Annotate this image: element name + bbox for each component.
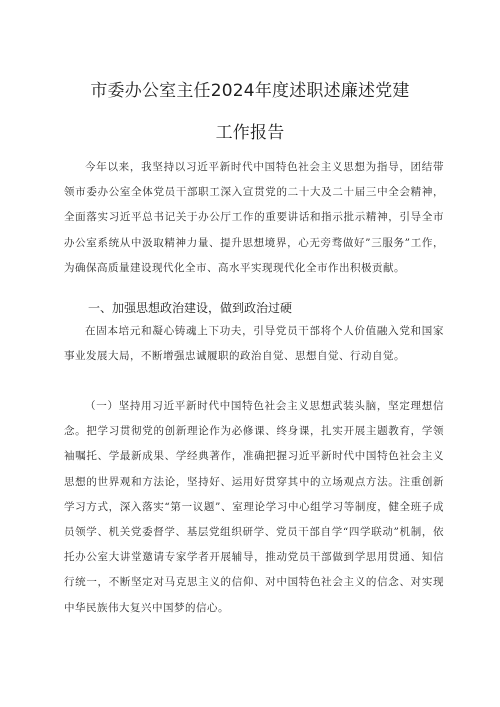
intro-paragraph: 今年以来，我坚持以习近平新时代中国特色社会主义思想为指导，团结带领市委办公室全体党员干部职工深入宣贯党的二十大及二十届三中全会精神，全面落实习近平总书记关于办公厅工作的重要讲话和指示批示精神，引导全市办公室系统从中汲取精神力量、提升思想境界，心无旁骛做好”三服务”工作，为确保高质量建设现代化全市、高水平实现现代化全市作出积极贡献。	[64, 161, 444, 274]
section-heading: 一、加强思想政治建设，做到政治过硬	[88, 301, 293, 315]
document-title-line-1: 市委办公室主任2024年度述职述廉述党建	[90, 81, 410, 101]
document-title-line-2: 工作报告	[215, 123, 285, 143]
section-item-paragraph: （一）坚持用习近平新时代中国特色社会主义思想武装头脑，坚定理想信念。把学习贯彻党的创新理论作为必修课、终身课，扎实开展主题教育，学领袖嘱托、学最新成果、学经典著作，准确把握习近平新时代中国特色社会主义思想的世界观和方法论，坚持好、运用好贯穿其中的立场观点方法。注重创新学习方式，深入落实“第一议题”、室理论学习中心组学习等制度，健全班子成员领学、机关党委督学、基层党组织研学、党员干部自学“四学联动”机制，依托办公室大讲堂邀请专家学者开展辅导，推动党员干部做到学思用贯通、知信行统一，不断坚定对马克思主义的信仰、对中国特色社会主义的信念、对实现中华民族伟大复兴中国梦的信心。	[64, 400, 444, 614]
section-intro-paragraph: 在固本培元和凝心铸魂上下功夫，引导党员干部将个人价值融入党和国家事业发展大局，不断增强忠诚履职的政治自觉、思想自觉、行动自觉。	[64, 325, 444, 363]
